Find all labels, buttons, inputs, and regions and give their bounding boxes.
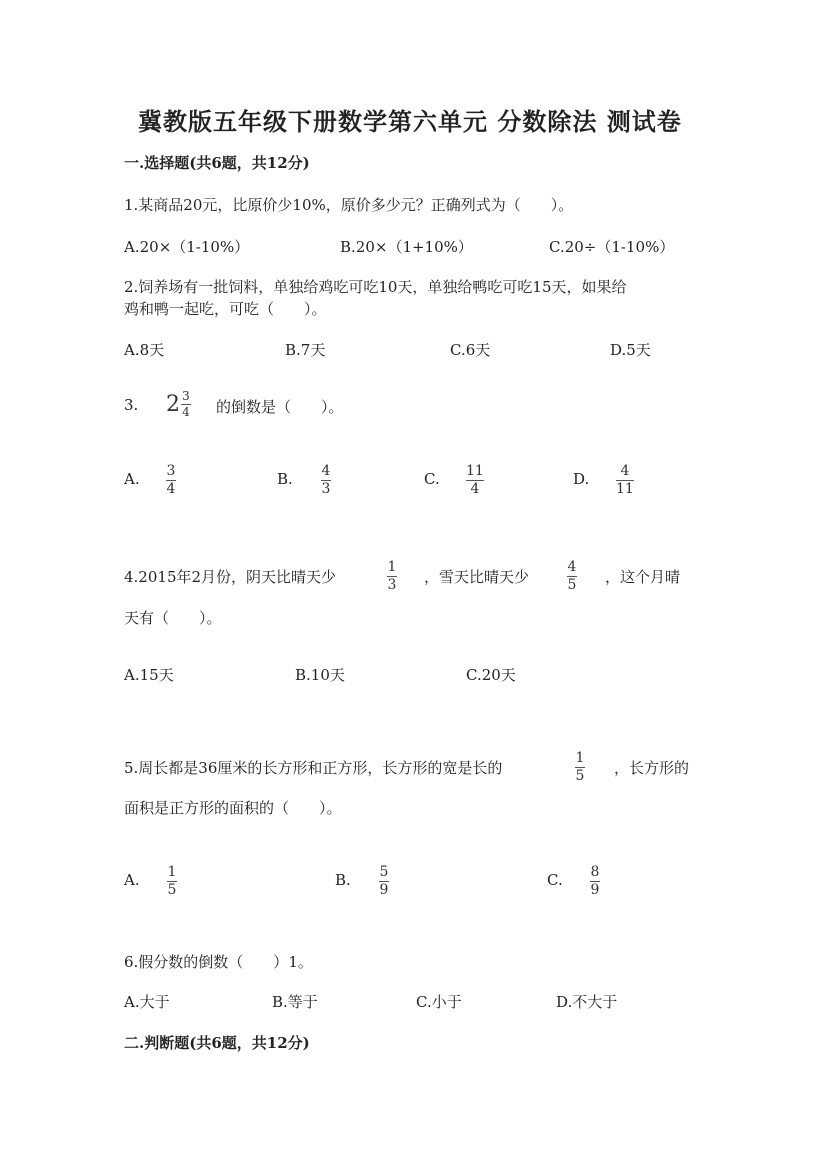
fraction-denominator: 9 (590, 882, 600, 898)
question-4-text-part3: ，这个月晴 (605, 568, 681, 586)
question-4-fraction-1 (387, 560, 397, 593)
question-5-option-a-fraction (167, 865, 177, 898)
question-6-option-d[interactable]: D.不大于 (556, 993, 618, 1011)
mixed-whole: 2 (166, 392, 180, 417)
question-2-option-a[interactable]: A.8天 (124, 341, 165, 359)
fraction-numerator: 4 (321, 463, 331, 479)
question-2-option-b[interactable]: B.7天 (285, 341, 326, 359)
question-3-option-d-label[interactable]: D. (573, 470, 590, 488)
question-5-text-part1: 5.周长都是36厘米的长方形和正方形，长方形的宽是长的 (124, 759, 503, 777)
page-title: 冀教版五年级下册数学第六单元 分数除法 测试卷 (138, 107, 682, 136)
section-heading-choice: 一.选择题(共6题，共12分) (124, 154, 310, 172)
fraction-denominator: 5 (167, 882, 177, 898)
question-2-text-line1: 2.饲养场有一批饲料，单独给鸡吃可吃10天，单独给鸭吃可吃15天，如果给 (124, 278, 627, 296)
fraction-numerator: 1 (167, 864, 177, 880)
question-5-option-a-label[interactable]: A. (124, 871, 140, 889)
question-5-fraction (575, 751, 585, 784)
question-4-text-part1: 4.2015年2月份，阴天比晴天少 (124, 568, 337, 586)
question-5-text-line2: 面积是正方形的面积的（ ）。 (124, 799, 342, 817)
question-6-option-a[interactable]: A.大于 (124, 993, 170, 1011)
fraction-denominator: 11 (616, 481, 634, 497)
fraction-numerator: 3 (166, 463, 176, 479)
fraction-numerator: 5 (379, 864, 389, 880)
question-2-option-d[interactable]: D.5天 (610, 341, 651, 359)
fraction-denominator: 4 (182, 405, 190, 419)
question-5-option-c-fraction (590, 865, 600, 898)
section-heading-judgment: 二.判断题(共6题，共12分) (124, 1034, 310, 1052)
question-5-option-c-label[interactable]: C. (547, 871, 563, 889)
fraction-numerator: 1 (387, 559, 397, 575)
question-5-option-b-label[interactable]: B. (335, 871, 351, 889)
fraction-denominator: 4 (470, 481, 480, 497)
fraction-numerator: 3 (182, 389, 190, 403)
question-3-mixed-number (166, 390, 191, 419)
question-3-option-b-fraction (321, 464, 331, 497)
question-3-option-a-label[interactable]: A. (124, 470, 140, 488)
fraction-denominator: 3 (321, 481, 331, 497)
question-3-option-b-label[interactable]: B. (277, 470, 293, 488)
question-1-text: 1.某商品20元，比原价少10%，原价多少元？正确列式为（ ）。 (124, 196, 574, 214)
question-4-fraction-2 (567, 560, 577, 593)
fraction-numerator: 1 (575, 750, 585, 766)
question-4-text-line2: 天有（ ）。 (124, 609, 222, 627)
fraction-numerator: 11 (466, 463, 484, 479)
question-3-option-c-label[interactable]: C. (424, 470, 440, 488)
mixed-fraction (181, 390, 191, 419)
question-3-option-d-fraction (616, 464, 634, 497)
question-1-option-a[interactable]: A.20×（1-10%） (124, 238, 250, 256)
fraction-denominator: 9 (379, 882, 389, 898)
fraction-numerator: 4 (567, 559, 577, 575)
question-5-option-b-fraction (379, 865, 389, 898)
fraction-numerator: 8 (590, 864, 600, 880)
fraction-denominator: 5 (567, 577, 577, 593)
question-3-option-a-fraction (166, 464, 176, 497)
question-4-option-b[interactable]: B.10天 (295, 666, 345, 684)
fraction-denominator: 3 (387, 577, 397, 593)
question-3-option-c-fraction (466, 464, 484, 497)
question-3-number: 3. (124, 396, 139, 414)
question-3-text: 的倒数是（ ）。 (216, 398, 344, 416)
question-4-option-a[interactable]: A.15天 (124, 666, 174, 684)
question-6-option-c[interactable]: C.小于 (416, 993, 462, 1011)
fraction-denominator: 4 (166, 481, 176, 497)
question-2-text-line2: 鸡和鸭一起吃，可吃（ ）。 (124, 300, 327, 318)
question-1-option-b[interactable]: B.20×（1+10%） (340, 238, 473, 256)
fraction-numerator: 4 (620, 463, 630, 479)
fraction-denominator: 5 (575, 768, 585, 784)
question-6-text: 6.假分数的倒数（ ）1。 (124, 953, 313, 971)
question-4-text-part2: ，雪天比晴天少 (424, 568, 530, 586)
question-1-option-c[interactable]: C.20÷（1-10%） (549, 238, 675, 256)
question-5-text-part2: ，长方形的 (614, 759, 690, 777)
question-4-option-c[interactable]: C.20天 (466, 666, 516, 684)
question-6-option-b[interactable]: B.等于 (272, 993, 318, 1011)
question-2-option-c[interactable]: C.6天 (450, 341, 491, 359)
